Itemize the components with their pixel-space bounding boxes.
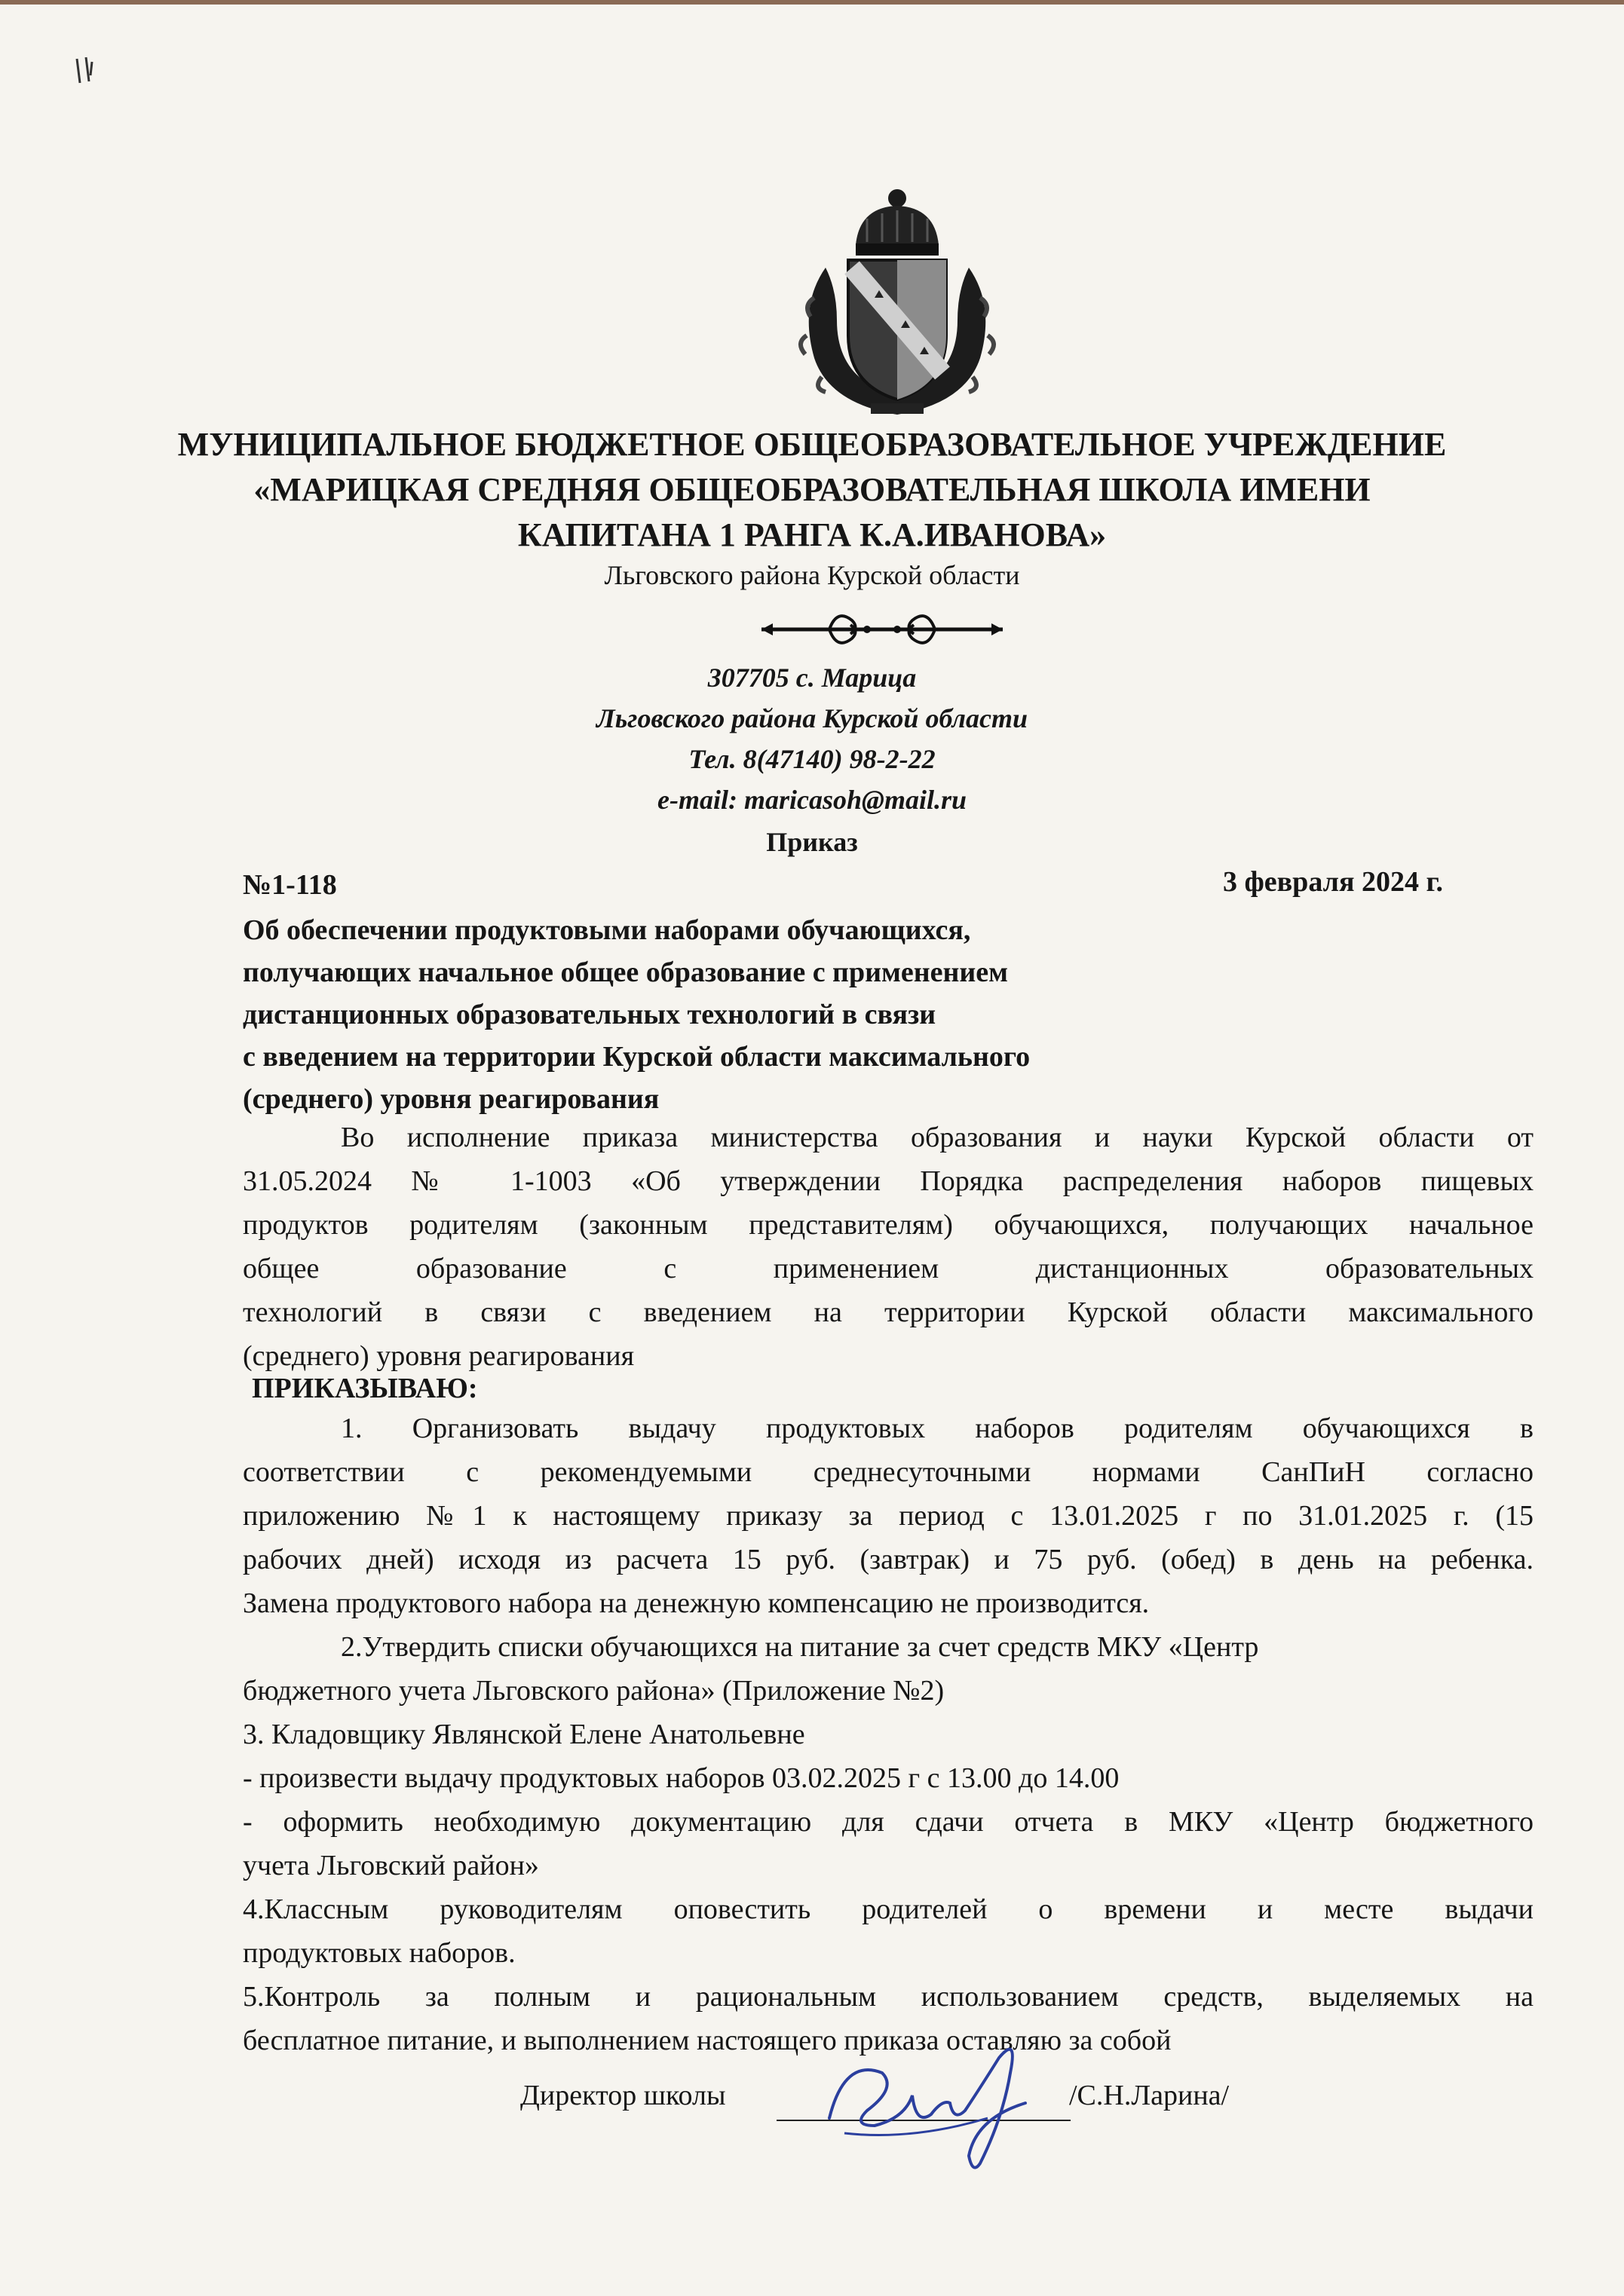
scan-mark-icon	[69, 53, 100, 90]
item-line: бесплатное питание, и выполнением настоящего приказа оставляю за собой	[243, 2025, 1172, 2056]
signatory-position: Директор школы	[520, 2080, 726, 2111]
item-line: - произвести выдачу продуктовых наборов 03.02.2025 г с 13.00 до 14.00	[243, 1762, 1120, 1794]
item-line: продуктовых наборов.	[243, 1937, 516, 1969]
subject-line: Об обеспечении продуктовыми наборами обучающихся,	[243, 914, 971, 946]
item-line: приложению №1 к настоящему приказу за период с 13.01.2025 г по 31.01.2025 г. (15	[243, 1500, 1534, 1532]
subject-line: получающих начальное общее образование с применением	[243, 957, 1009, 988]
subject-line: дистанционных образовательных технологий в связи	[243, 999, 936, 1030]
item-line: 4.Классным руководителям оповестить родителей о времени и месте выдачи	[243, 1893, 1534, 1925]
item-line: 2.Утвердить списки обучающихся на питание за счет средств МКУ «Центр	[341, 1631, 1259, 1663]
institution-line-2: «МАРИЦКАЯ СРЕДНЯЯ ОБЩЕОБРАЗОВАТЕЛЬНАЯ ШКОЛА ИМЕНИ	[253, 471, 1371, 508]
item-line: - оформить необходимую документацию для сдачи отчета в МКУ «Центр бюджетного	[243, 1806, 1534, 1838]
institution-line-3: КАПИТАНА 1 РАНГА К.А.ИВАНОВА»	[517, 516, 1107, 553]
signatory-name: /С.Н.Ларина/	[1069, 2080, 1230, 2111]
scan-edge	[0, 0, 1624, 5]
address-line-2: Льговского района Курской области	[596, 703, 1028, 733]
item-line: рабочих дней) исходя из расчета 15 руб. (завтрак) и 75 руб. (обед) в день на ребенка.	[243, 1544, 1534, 1575]
phone: Тел. 8(47140) 98-2-22	[688, 744, 936, 774]
address-line-1: 307705 с. Марица	[707, 663, 917, 693]
item-line: 3. Кладовщику Являнской Елене Анатольевне	[243, 1719, 805, 1750]
item-line: учета Льговский район»	[243, 1850, 539, 1881]
order-subject	[243, 909, 1030, 1120]
order-word: ПРИКАЗЫВАЮ:	[252, 1373, 478, 1404]
intro-paragraph	[243, 1116, 1534, 1378]
institution-name	[0, 422, 1624, 558]
intro-line: продуктов родителям (законным представителям) обучающихся, получающих начальное	[243, 1209, 1534, 1241]
email: e-mail: maricasoh@mail.ru	[657, 785, 967, 815]
ornament-divider-icon	[754, 603, 1010, 656]
district-line: Льговского района Курской области	[604, 560, 1020, 590]
document-type: Приказ	[766, 827, 858, 857]
subject-line: (среднего) уровня реагирования	[243, 1083, 660, 1115]
coat-of-arms-icon	[784, 185, 1010, 426]
intro-line: Во исполнение приказа министерства образования и науки Курской области от	[341, 1122, 1534, 1153]
institution-line-1: МУНИЦИПАЛЬНОЕ БЮДЖЕТНОЕ ОБЩЕОБРАЗОВАТЕЛЬНОЕ УЧРЕЖДЕНИЕ	[177, 426, 1447, 463]
item-line: бюджетного учета Льговского района» (Приложение №2)	[243, 1675, 945, 1707]
order-date: 3 февраля 2024 г.	[1223, 866, 1443, 898]
item-line: Замена продуктового набора на денежную компенсацию не производится.	[243, 1587, 1150, 1619]
intro-line: 31.05.2024 № 1-1003 «Об утверждении Порядка распределения наборов пищевых	[243, 1165, 1534, 1197]
item-line: 1. Организовать выдачу продуктовых наборов родителям обучающихся в	[341, 1413, 1534, 1444]
intro-line: технологий в связи с введением на территории Курской области максимального	[243, 1296, 1534, 1328]
intro-line: общее образование с применением дистанционных образовательных	[243, 1253, 1534, 1284]
item-line: соответствии с рекомендуемыми среднесуточными нормами СанПиН согласно	[243, 1456, 1534, 1488]
item-line: 5.Контроль за полным и рациональным использованием средств, выделяемых на	[243, 1981, 1534, 2013]
subject-line: с введением на территории Курской области максимального	[243, 1041, 1031, 1073]
order-items	[243, 1407, 1534, 2062]
handwritten-signature-icon	[799, 2028, 1056, 2178]
intro-line: (среднего) уровня реагирования	[243, 1340, 635, 1372]
order-number: №1-118	[243, 869, 337, 901]
